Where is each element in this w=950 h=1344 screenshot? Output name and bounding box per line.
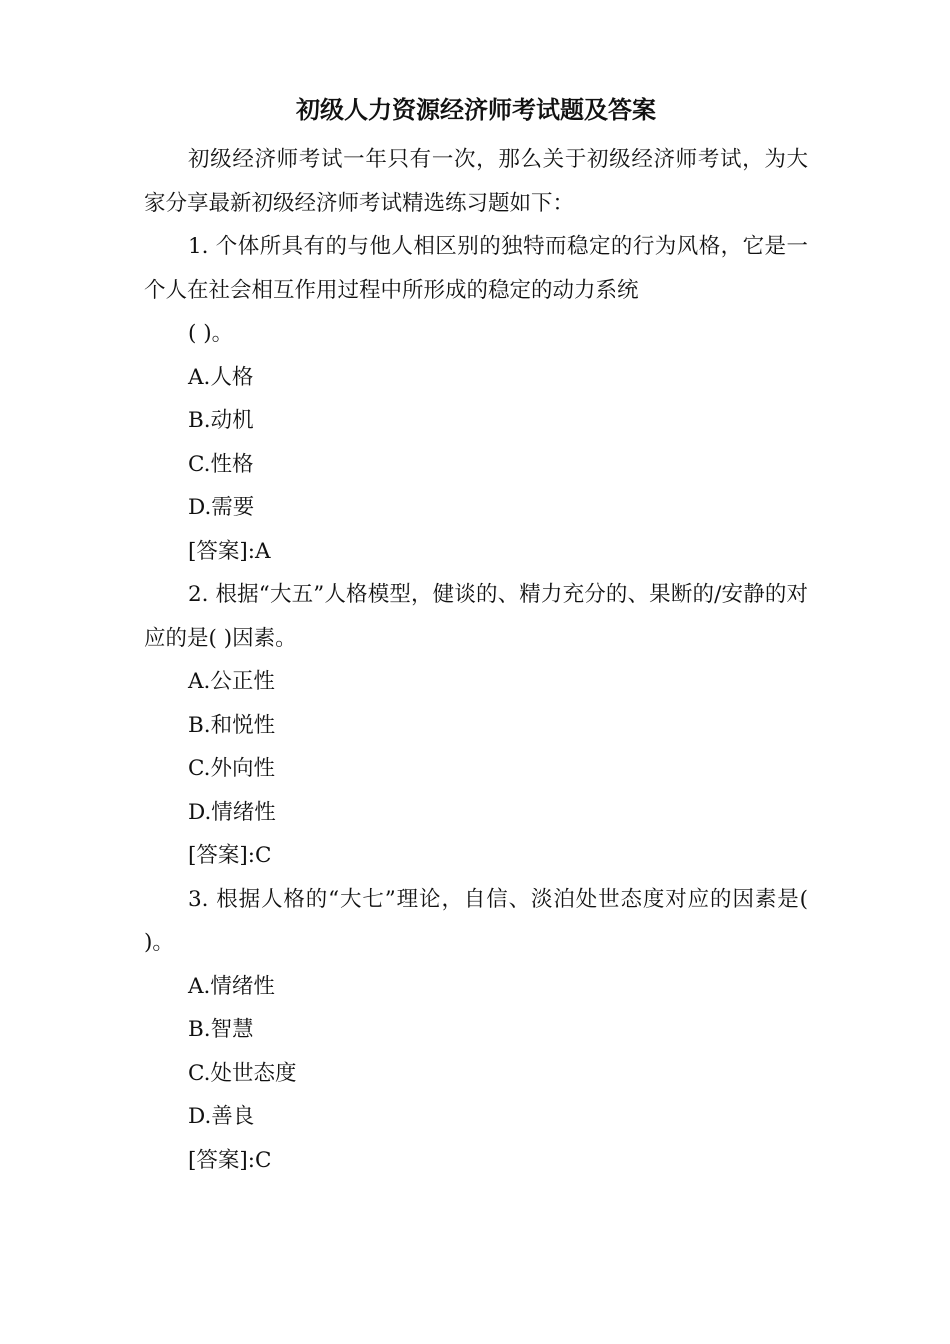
- option-b: B.动机: [188, 408, 254, 433]
- answer: [答案]:C: [188, 1147, 272, 1173]
- option-d: D.需要: [188, 495, 255, 520]
- option-d: D.善良: [188, 1104, 255, 1129]
- intro-paragraph: 初级经济师考试一年只有一次，那么关于初级经济师考试，为大家分享最新初级经济师考试精选练习题如下：: [144, 147, 808, 216]
- question-stem: 1. 个体所具有的与他人相区别的独特而稳定的行为风格，它是一个人在社会相互作用过程中所形成的稳定的动力系统: [144, 234, 808, 303]
- option-d: D.情绪性: [188, 799, 276, 825]
- option-c: C.性格: [188, 451, 254, 477]
- answer: [答案]:A: [188, 538, 271, 564]
- option-c: C.外向性: [188, 756, 276, 781]
- answer: [答案]:C: [188, 843, 272, 868]
- question-stem-tail: ( )。: [188, 321, 234, 346]
- option-a: A.公正性: [188, 669, 275, 694]
- question-3: [144, 878, 808, 1183]
- question-stem: 2. 根据“大五”人格模型，健谈的、精力充分的、果断的/安静的对应的是( )因素。: [144, 582, 808, 651]
- question-1: [144, 225, 808, 573]
- option-b: B.智慧: [188, 1017, 254, 1042]
- option-a: A.情绪性: [188, 973, 275, 999]
- question-2: [144, 573, 808, 878]
- option-b: B.和悦性: [188, 712, 276, 738]
- question-stem: 3. 根据人格的“大七”理论，自信、淡泊处世态度对应的因素是( )。: [144, 886, 808, 955]
- option-c: C.处世态度: [188, 1060, 297, 1086]
- document-title: 初级人力资源经济师考试题及答案: [296, 95, 656, 124]
- document-page: [144, 82, 808, 1182]
- option-a: A.人格: [188, 364, 254, 390]
